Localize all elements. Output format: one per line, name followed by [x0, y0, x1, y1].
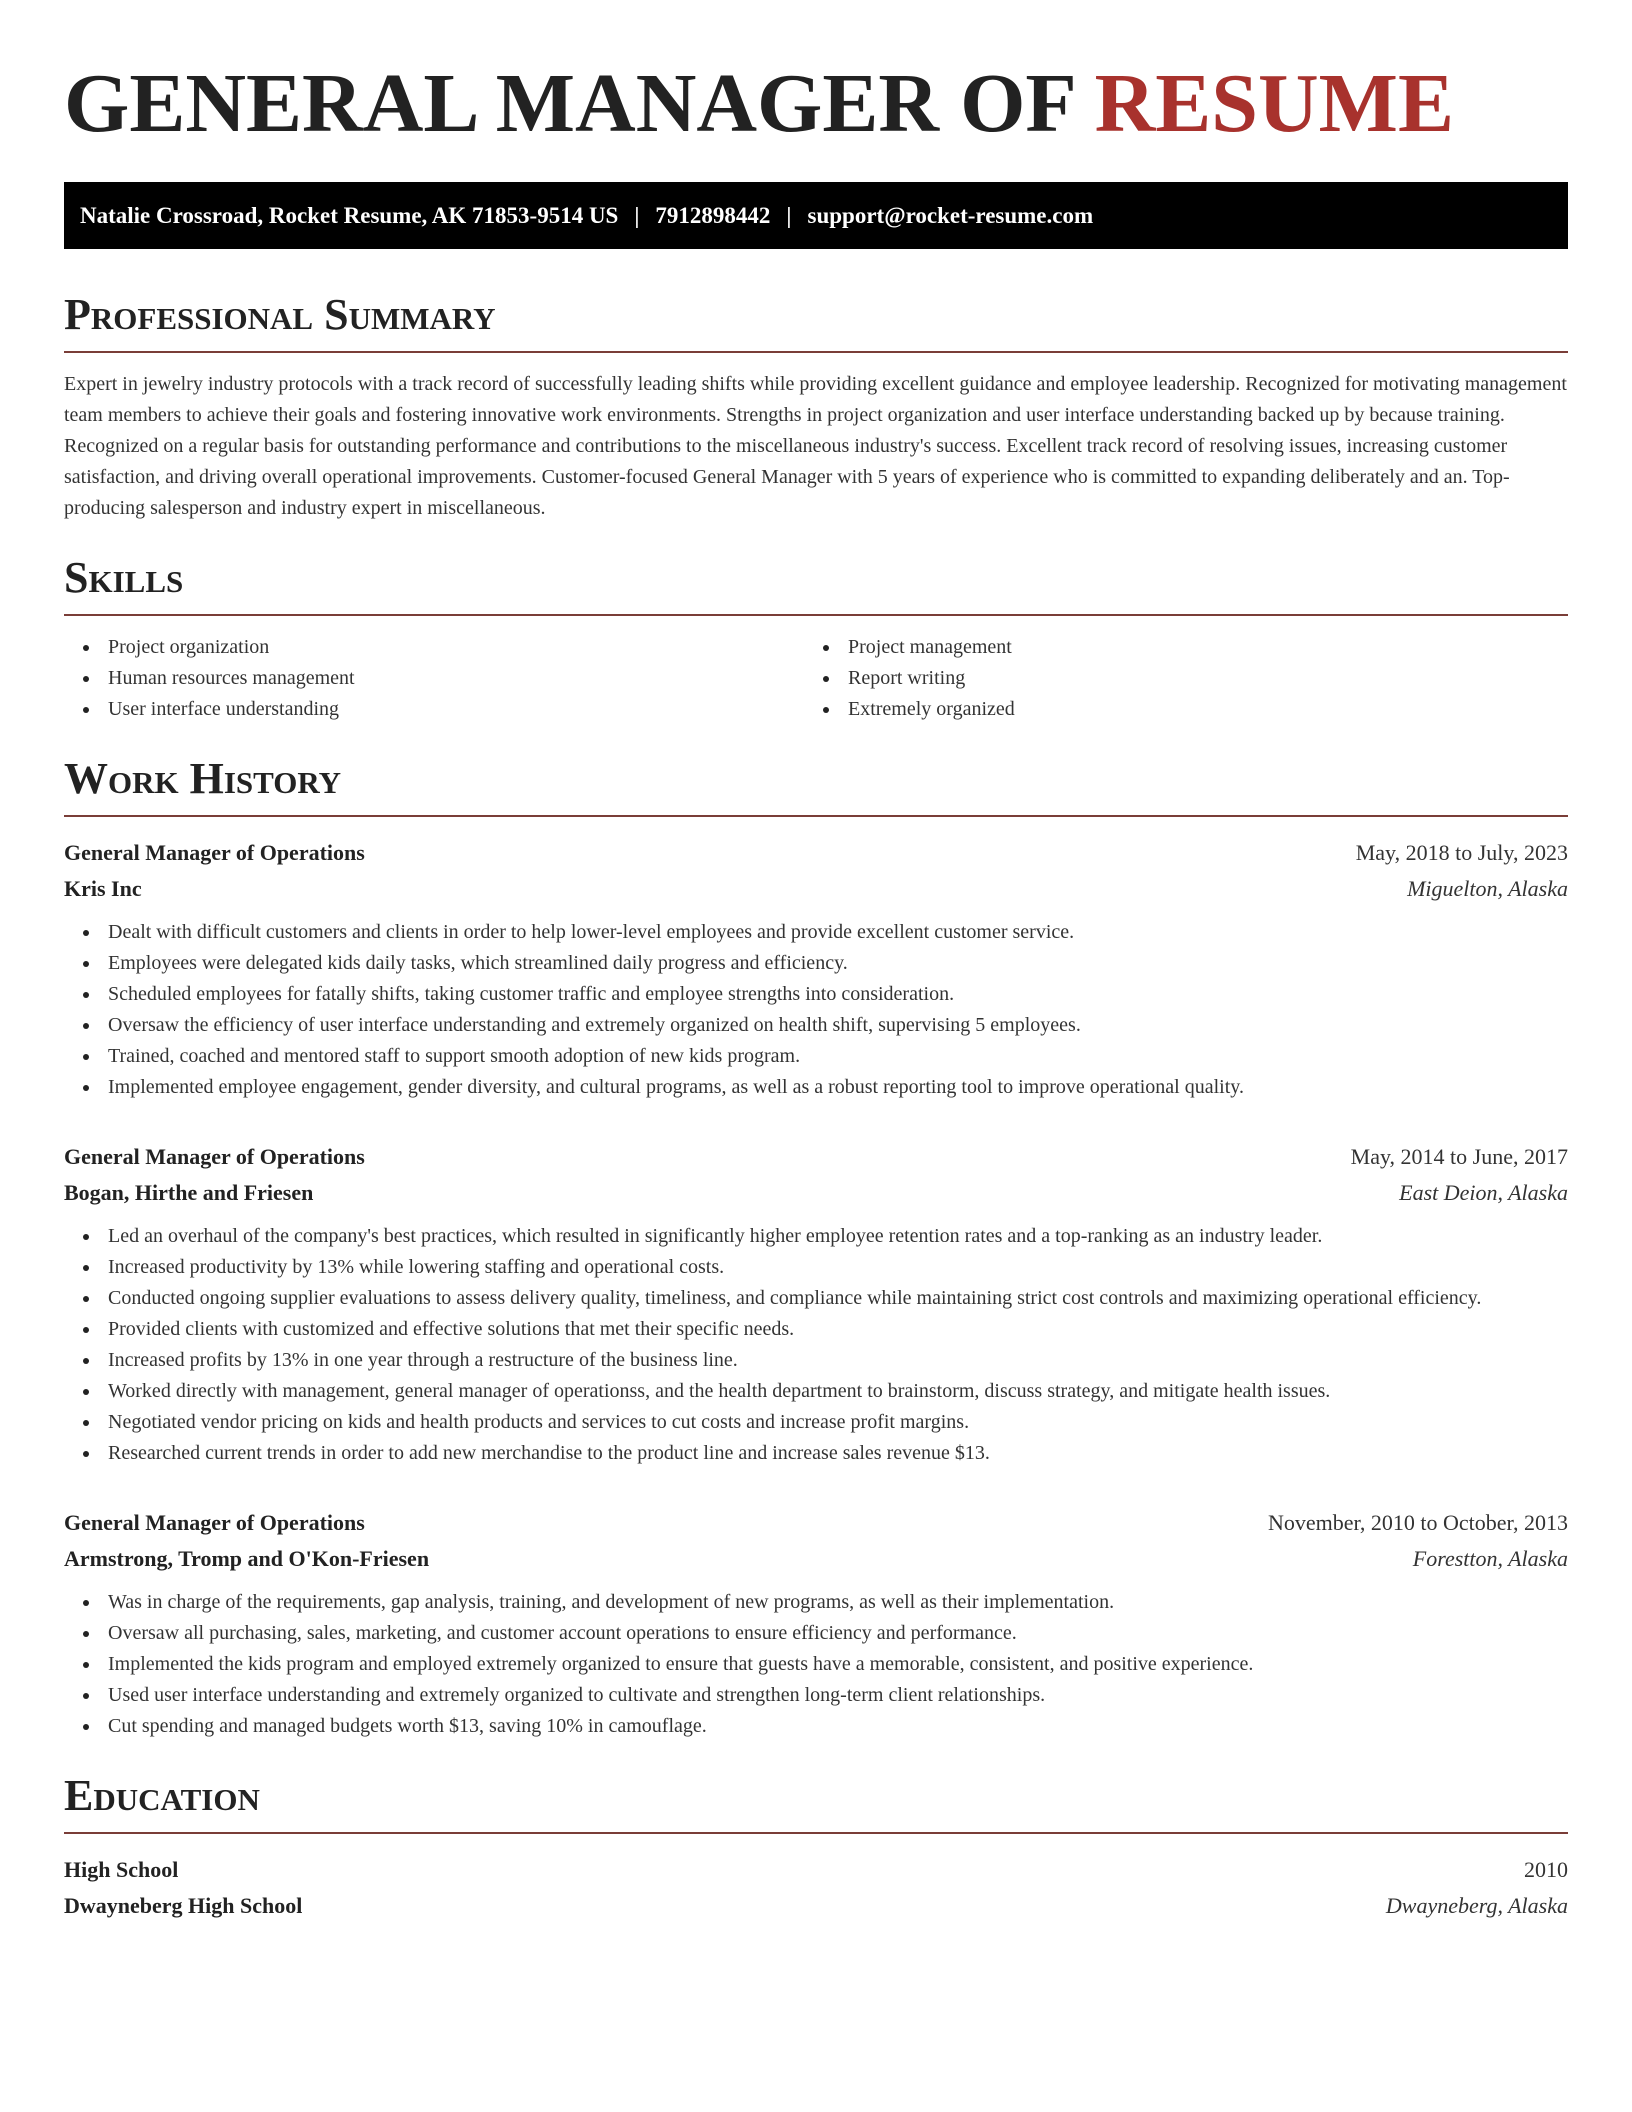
skill-item: Project organization	[108, 632, 804, 663]
skill-item: Extremely organized	[848, 694, 1544, 725]
job-bullet: Scheduled employees for fatally shifts, taking customer traffic and employee strengths into consideration.	[108, 979, 1568, 1010]
job-bullet: Dealt with difficult customers and clients in order to help lower-level employees and provide excellent customer service.	[108, 917, 1568, 948]
job-dates: May, 2014 to June, 2017	[1350, 1144, 1568, 1169]
job-title: General Manager of Operations	[64, 840, 365, 865]
education-degree-row	[64, 1852, 1568, 1888]
section-heading-summary: Professional Summary	[64, 289, 1568, 353]
resume-page	[64, 0, 1568, 1924]
job-bullet: Used user interface understanding and extremely organized to cultivate and strengthen long-term client relationships.	[108, 1680, 1568, 1711]
skill-item: Human resources management	[108, 663, 804, 694]
contact-address: Natalie Crossroad, Rocket Resume, AK 71853-9514 US	[80, 202, 619, 228]
job-bullets	[64, 1587, 1568, 1742]
job-bullet: Trained, coached and mentored staff to support smooth adoption of new kids program.	[108, 1041, 1568, 1072]
document-title	[64, 58, 1568, 150]
education-school-row	[64, 1888, 1568, 1924]
job-company: Kris Inc	[64, 876, 142, 901]
job-bullet: Worked directly with management, general manager of operationss, and the health department to brainstorm, discuss strategy, and mitigate health issues.	[108, 1376, 1568, 1407]
skills-list	[64, 632, 1568, 725]
education-location: Dwayneberg, Alaska	[1385, 1893, 1568, 1918]
job-bullets	[64, 1221, 1568, 1469]
job-bullet: Implemented employee engagement, gender diversity, and cultural programs, as well as a robust reporting tool to improve operational quality.	[108, 1072, 1568, 1103]
job-entry	[64, 835, 1568, 1103]
summary-text: Expert in jewelry industry protocols with a track record of successfully leading shifts while providing excellent guidance and employee leadership. Recognized for motivating management team members to achieve their goals and fostering innovative work environments. Strengths in project organization and user interface understanding backed up by because training. Recognized on a regular basis for outstanding performance and contributions to the miscellaneous industry's success. Excellent track record of resolving issues, increasing customer satisfaction, and driving overall operational improvements. Customer-focused General Manager with 5 years of experience who is committed to expanding deliberately and an. Top-producing salesperson and industry expert in miscellaneous.	[64, 373, 1567, 519]
section-heading-education: Education	[64, 1770, 1568, 1834]
job-location: East Deion, Alaska	[1399, 1180, 1568, 1205]
job-header-row	[64, 1139, 1568, 1175]
education-year: 2010	[1524, 1857, 1568, 1882]
job-bullet: Oversaw the efficiency of user interface understanding and extremely organized on health shift, supervising 5 employees.	[108, 1010, 1568, 1041]
job-entry	[64, 1505, 1568, 1742]
contact-phone: 7912898442	[655, 202, 771, 228]
contact-separator: |	[634, 202, 640, 228]
job-bullet: Negotiated vendor pricing on kids and health products and services to cut costs and increase profit margins.	[108, 1407, 1568, 1438]
job-company-row	[64, 1175, 1568, 1211]
job-header-row	[64, 835, 1568, 871]
skill-item: Project management	[848, 632, 1544, 663]
job-bullet: Led an overhaul of the company's best practices, which resulted in significantly higher employee retention rates and a top-ranking as an industry leader.	[108, 1221, 1568, 1252]
title-main: GENERAL MANAGER OF	[64, 57, 1095, 150]
education-entry	[64, 1852, 1568, 1924]
education-degree: High School	[64, 1857, 179, 1882]
title-accent: RESUME	[1094, 57, 1454, 150]
contact-bar	[64, 182, 1568, 249]
skill-item: User interface understanding	[108, 694, 804, 725]
job-bullet: Oversaw all purchasing, sales, marketing, and customer account operations to ensure efficiency and performance.	[108, 1618, 1568, 1649]
job-bullet: Provided clients with customized and effective solutions that met their specific needs.	[108, 1314, 1568, 1345]
job-location: Miguelton, Alaska	[1407, 876, 1568, 901]
job-bullet: Implemented the kids program and employed extremely organized to ensure that guests have a memorable, consistent, and positive experience.	[108, 1649, 1568, 1680]
job-company-row	[64, 1541, 1568, 1577]
job-bullet: Cut spending and managed budgets worth $13, saving 10% in camouflage.	[108, 1711, 1568, 1742]
job-location: Forestton, Alaska	[1412, 1546, 1568, 1571]
job-bullets	[64, 917, 1568, 1103]
education-school: Dwayneberg High School	[64, 1893, 303, 1918]
job-bullet: Conducted ongoing supplier evaluations to assess delivery quality, timeliness, and compliance while maintaining strict cost controls and maximizing operational efficiency.	[108, 1283, 1568, 1314]
skill-item: Report writing	[848, 663, 1544, 694]
job-company: Armstrong, Tromp and O'Kon-Friesen	[64, 1546, 430, 1571]
section-heading-skills: Skills	[64, 552, 1568, 616]
job-bullet: Increased productivity by 13% while lowering staffing and operational costs.	[108, 1252, 1568, 1283]
job-company-row	[64, 871, 1568, 907]
job-bullet: Was in charge of the requirements, gap analysis, training, and development of new programs, as well as their implementation.	[108, 1587, 1568, 1618]
job-title: General Manager of Operations	[64, 1510, 365, 1535]
skills-column-left	[64, 632, 804, 725]
job-title: General Manager of Operations	[64, 1144, 365, 1169]
skills-column-right	[804, 632, 1544, 725]
job-company: Bogan, Hirthe and Friesen	[64, 1180, 314, 1205]
job-entry	[64, 1139, 1568, 1469]
job-dates: November, 2010 to October, 2013	[1267, 1510, 1568, 1535]
section-heading-work-history: Work History	[64, 753, 1568, 817]
job-header-row	[64, 1505, 1568, 1541]
job-bullet: Researched current trends in order to add new merchandise to the product line and increase sales revenue $13.	[108, 1438, 1568, 1469]
job-bullet: Employees were delegated kids daily tasks, which streamlined daily progress and efficiency.	[108, 948, 1568, 979]
job-dates: May, 2018 to July, 2023	[1355, 840, 1568, 865]
job-bullet: Increased profits by 13% in one year through a restructure of the business line.	[108, 1345, 1568, 1376]
contact-separator: |	[786, 202, 792, 228]
contact-email: support@rocket-resume.com	[807, 202, 1094, 228]
